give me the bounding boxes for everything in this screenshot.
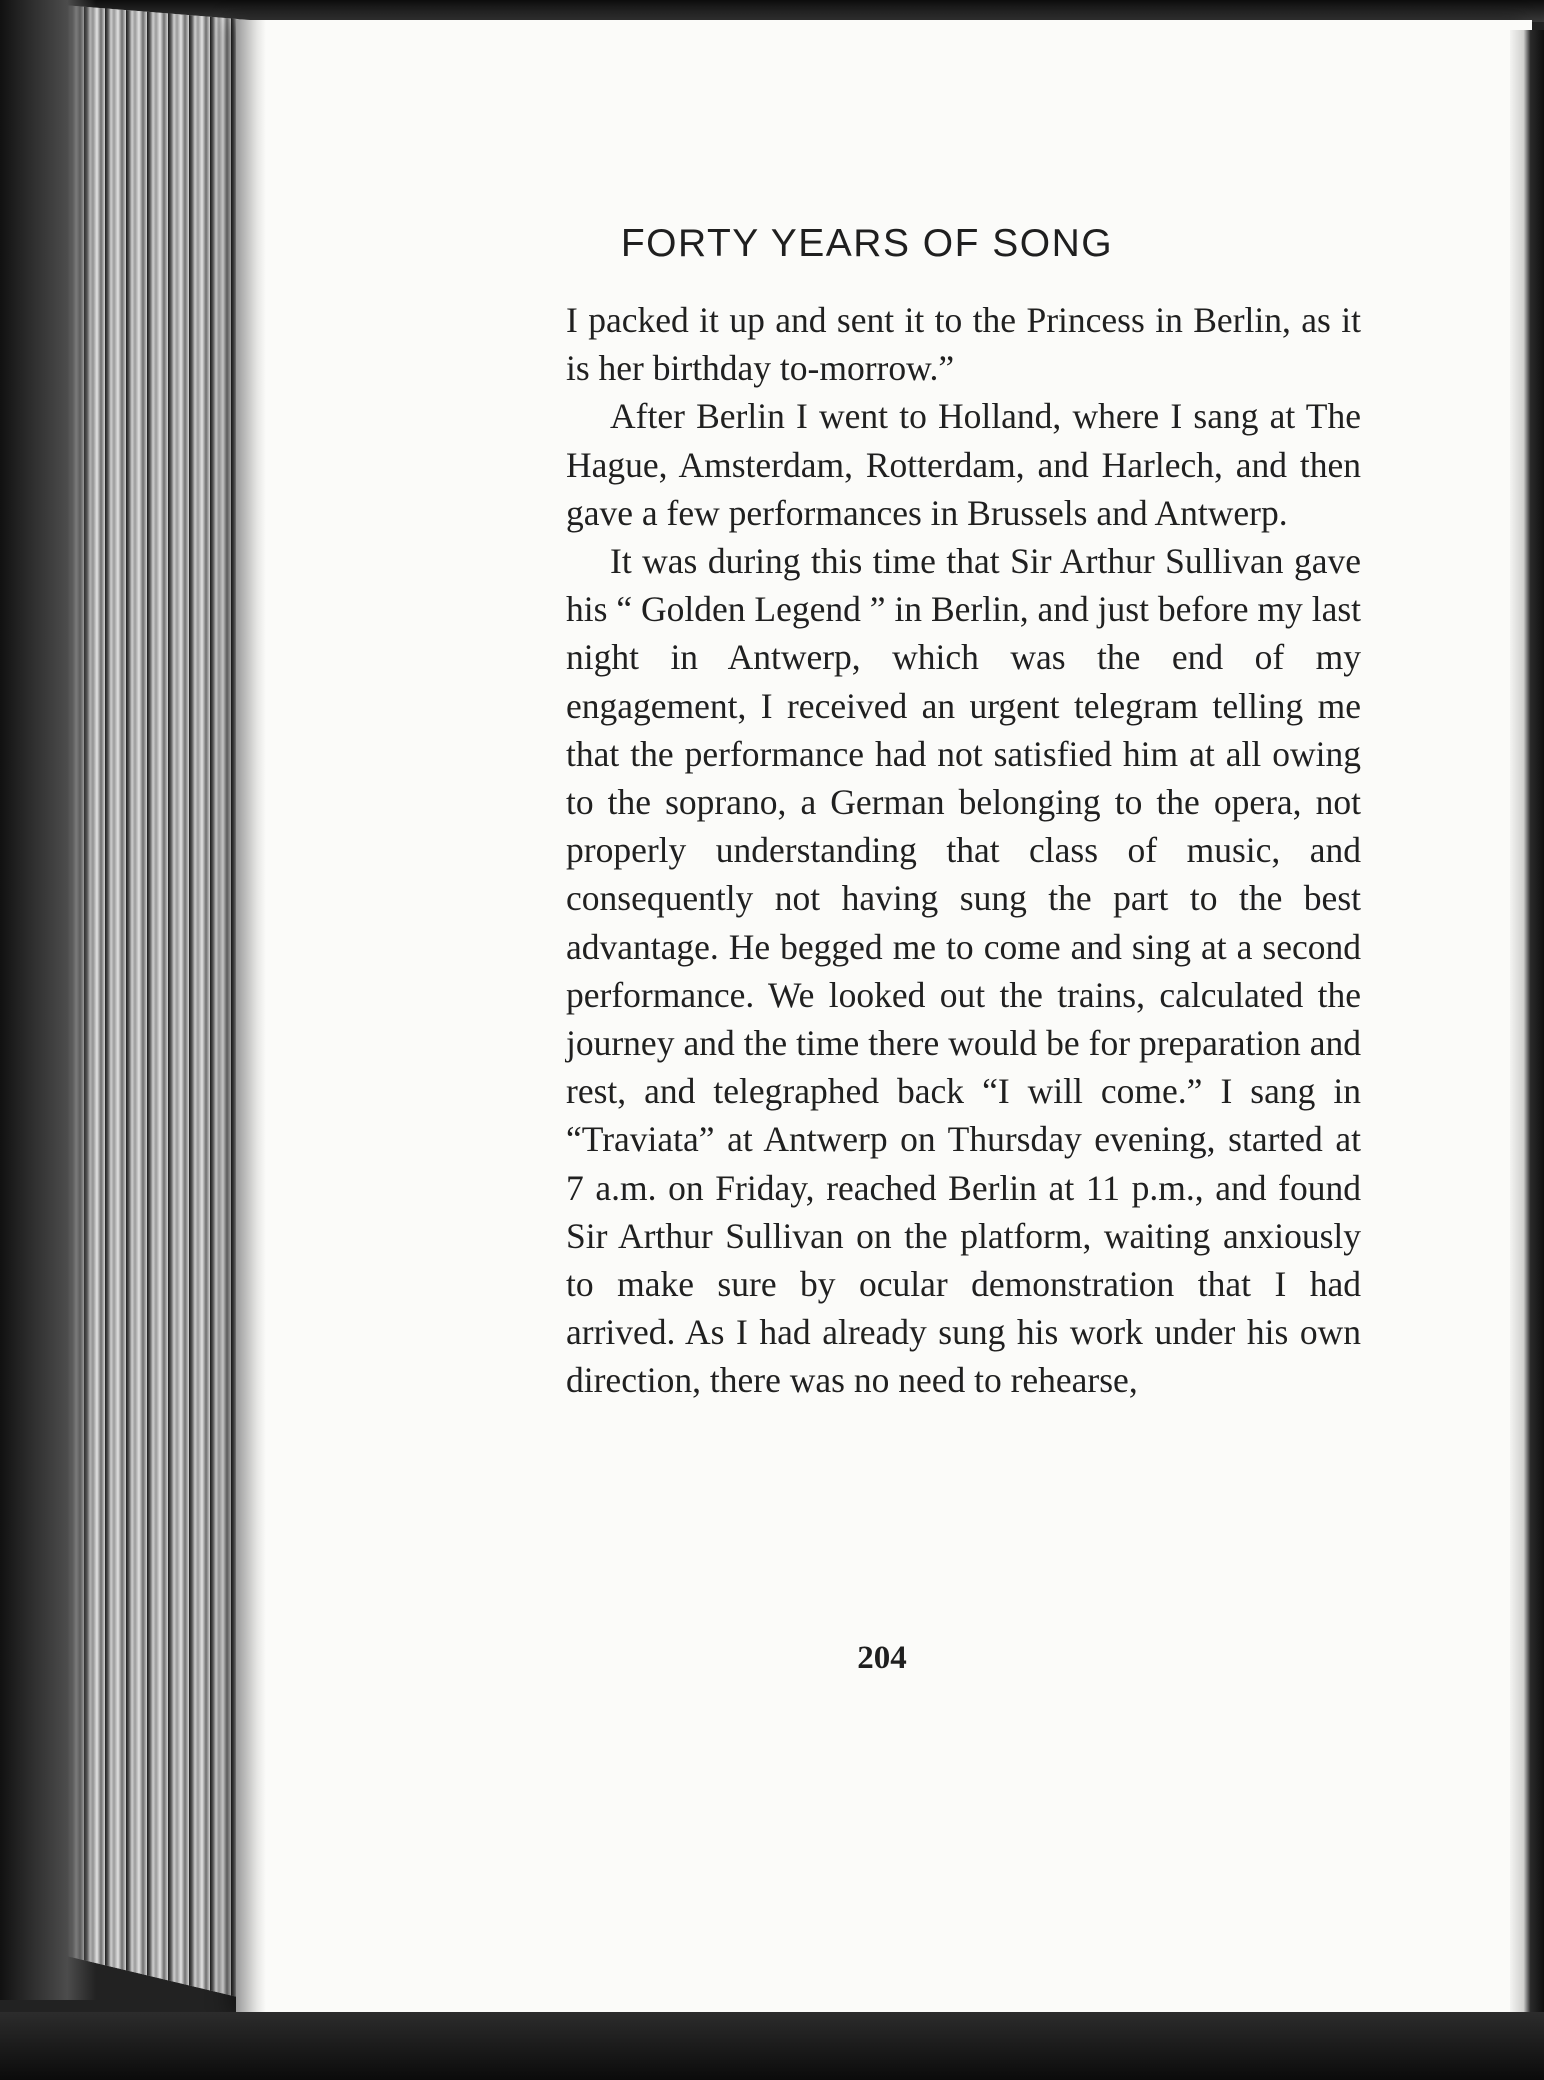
paragraph-3: It was during this time that Sir Arthur Sullivan gave his “ Golden Legend ” in Berlin, and just before my last night in Antwerp, which was the end of my engagement, I received an urgent telegram telling me that the performance had not satisfied him at all owing to the soprano, a German belonging to the opera, not properly understanding that class of music, and consequently not having sung the part to the best advantage. He begged me to come and sing at a second performance. We looked out the trains, calculated the journey and the time there would be for preparation and rest, and telegraphed back “I will come.” I sang in “Traviata” at Antwerp on Thursday evening, started at 7 a.m. on Friday, reached Berlin at 11 p.m., and found Sir Arthur Sullivan on the platform, waiting anxiously to make sure by ocular demonstration that I had arrived. As I had already sung his work under his own direction, there was no need to rehearse, — [566, 541, 1361, 1401]
page-gutter — [236, 20, 266, 2016]
running-head: FORTY YEARS OF SONG — [620, 222, 1114, 265]
facing-page-edge — [1510, 30, 1544, 2030]
paragraph-2: After Berlin I went to Holland, where I sang at The Hague, Amsterdam, Rotterdam, and Harlech, and then gave a few performances in Brussels and Antwerp. — [566, 396, 1361, 533]
page-number: 204 — [857, 1640, 907, 1676]
book-spine-shadow — [0, 0, 96, 2000]
bottom-shadow — [0, 2012, 1544, 2080]
paragraph-1: I packed it up and sent it to the Princess in Berlin, as it is her birthday to-morrow.” — [566, 300, 1361, 389]
body-text — [566, 296, 1361, 1405]
